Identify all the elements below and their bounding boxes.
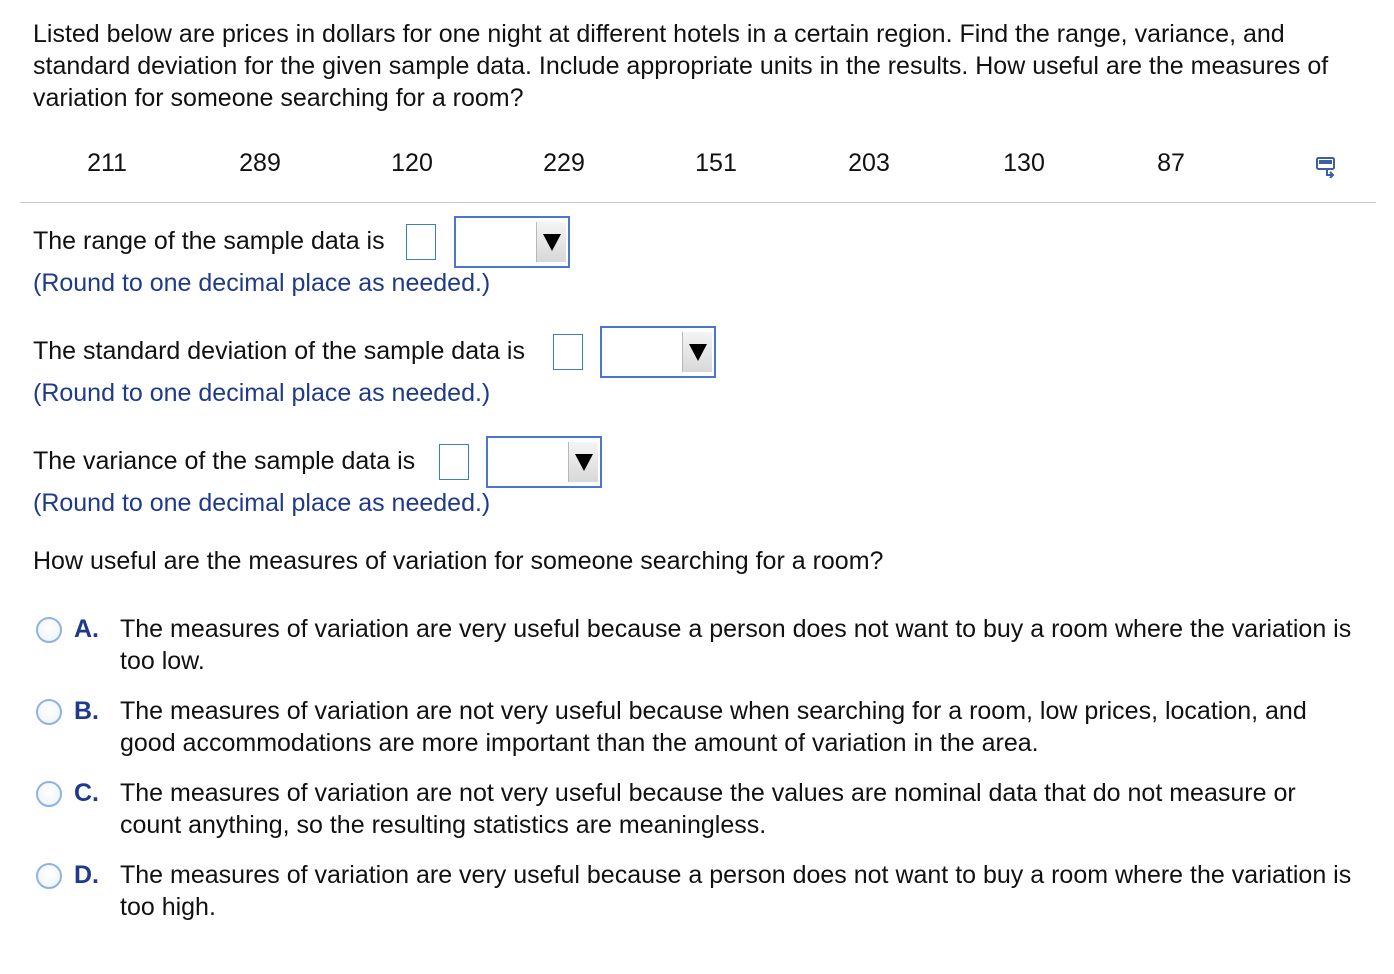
data-value: 151 [695,149,737,177]
data-value: 203 [848,149,890,177]
radio-button[interactable] [36,863,62,889]
data-values-row [0,146,1394,182]
data-value: 211 [87,149,127,177]
radio-button[interactable] [36,699,62,725]
data-value: 87 [1157,149,1185,177]
radio-button[interactable] [36,617,62,643]
dropdown-arrow-icon[interactable] [682,332,712,372]
option-letter: A. [74,615,99,643]
variance-label: The variance of the sample data is [33,447,416,475]
option-letter: D. [74,861,99,889]
option-text: The measures of variation are not very useful because when searching for a room, low prices, location, and good accommodations are more important than the amount of variation in the area. [120,697,1307,757]
option-b[interactable] [36,695,1366,761]
option-text: The measures of variation are not very useful because the values are nominal data that do not measure or count anything, so the resulting statistics are meaningless. [120,779,1296,839]
option-letter: C. [74,779,99,807]
option-c[interactable] [36,777,1366,843]
variance-hint: (Round to one decimal place as needed.) [33,489,491,517]
range-input[interactable] [406,224,436,260]
option-d[interactable] [36,859,1366,925]
variance-input[interactable] [439,444,469,480]
data-value: 229 [543,149,585,177]
option-letter: B. [74,697,99,725]
range-hint: (Round to one decimal place as needed.) [33,269,491,297]
option-text: The measures of variation are very useful because a person does not want to buy a room where the variation is too low. [120,615,1352,675]
option-text: The measures of variation are very useful because a person does not want to buy a room where the variation is too high. [120,861,1352,921]
divider [20,202,1376,203]
copy-data-icon[interactable] [1314,154,1338,178]
variance-unit-select[interactable] [486,436,602,488]
dropdown-arrow-icon[interactable] [568,442,598,482]
std-dev-unit-select[interactable] [600,326,716,378]
range-unit-select[interactable] [454,216,570,268]
radio-button[interactable] [36,781,62,807]
data-value: 120 [391,149,433,177]
usefulness-question: How useful are the measures of variation for someone searching for a room? [33,547,884,575]
option-a[interactable] [36,613,1366,679]
data-value: 130 [1003,149,1045,177]
data-value: 289 [239,149,281,177]
range-label: The range of the sample data is [33,227,385,255]
std-dev-input[interactable] [553,334,583,370]
std-dev-hint: (Round to one decimal place as needed.) [33,379,491,407]
dropdown-arrow-icon[interactable] [536,222,566,262]
question-text: Listed below are prices in dollars for one night at different hotels in a certain region. Find the range, variance, and standard deviation for the given sample data. Include appropriate units in the results. How useful are the measures of variation for someone searching for a room? [33,20,1329,112]
std-dev-label: The standard deviation of the sample data is [33,337,525,365]
